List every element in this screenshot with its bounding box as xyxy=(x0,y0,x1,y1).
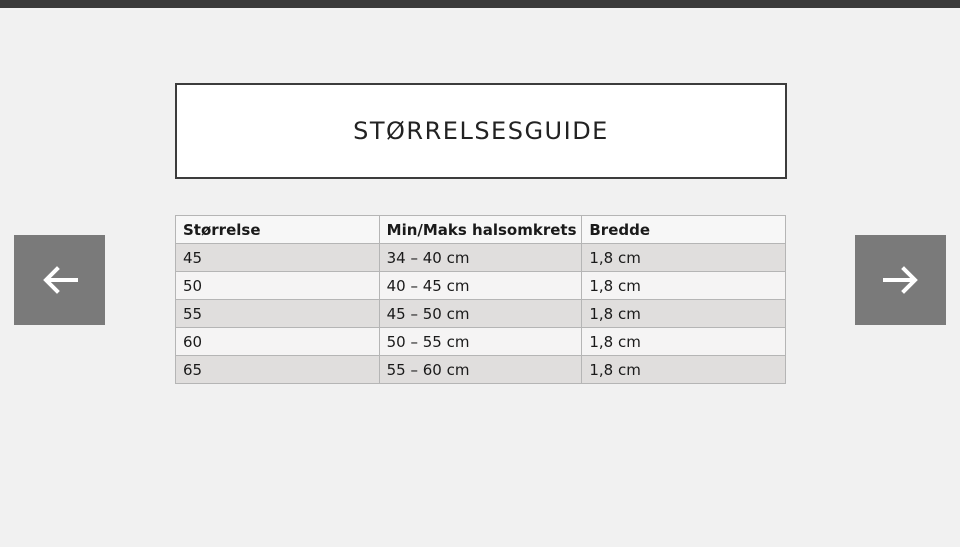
table-row xyxy=(176,300,786,328)
cell-width: 1,8 cm xyxy=(582,244,786,272)
cell-width: 1,8 cm xyxy=(582,300,786,328)
cell-neck-circumference: 40 – 45 cm xyxy=(379,272,582,300)
size-guide-table xyxy=(175,215,786,384)
cell-size: 60 xyxy=(176,328,380,356)
cell-neck-circumference: 34 – 40 cm xyxy=(379,244,582,272)
cell-width: 1,8 cm xyxy=(582,328,786,356)
next-image-button[interactable] xyxy=(855,235,946,325)
cell-neck-circumference: 55 – 60 cm xyxy=(379,356,582,384)
cell-width: 1,8 cm xyxy=(582,356,786,384)
cell-neck-circumference: 50 – 55 cm xyxy=(379,328,582,356)
header-width: Bredde xyxy=(582,216,786,244)
arrow-left-icon xyxy=(42,266,78,294)
table-row xyxy=(176,328,786,356)
size-guide-title-box xyxy=(175,83,787,179)
cell-size: 45 xyxy=(176,244,380,272)
table-row xyxy=(176,272,786,300)
arrow-right-icon xyxy=(883,266,919,294)
header-neck-circumference: Min/Maks halsomkrets xyxy=(379,216,582,244)
cell-neck-circumference: 45 – 50 cm xyxy=(379,300,582,328)
top-bar xyxy=(0,0,960,8)
cell-width: 1,8 cm xyxy=(582,272,786,300)
cell-size: 65 xyxy=(176,356,380,384)
table-row xyxy=(176,244,786,272)
cell-size: 55 xyxy=(176,300,380,328)
table-row xyxy=(176,356,786,384)
header-size: Størrelse xyxy=(176,216,380,244)
cell-size: 50 xyxy=(176,272,380,300)
size-guide-title: STØRRELSESGUIDE xyxy=(353,117,609,145)
previous-image-button[interactable] xyxy=(14,235,105,325)
table-header-row xyxy=(176,216,786,244)
